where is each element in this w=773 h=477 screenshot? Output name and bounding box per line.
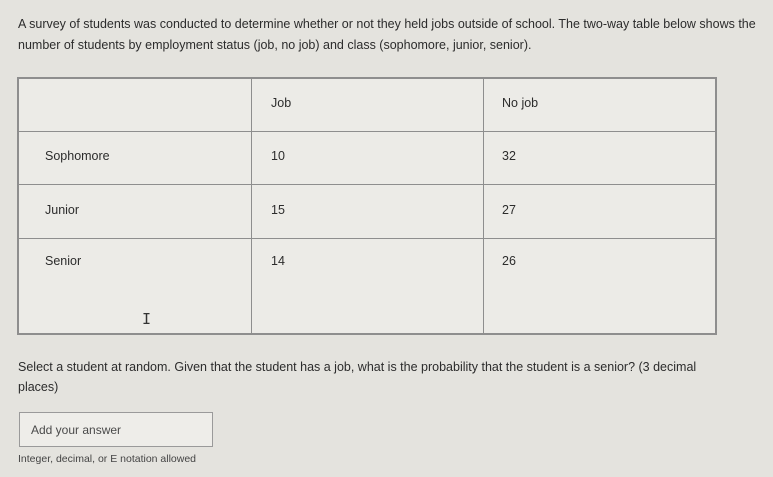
question-prompt: Select a student at random. Given that the student has a job, what is the probability that the student is a senior? (3 decimal places) [18, 360, 697, 394]
row-label-senior: Senior [19, 238, 252, 333]
table-row [19, 238, 715, 333]
cell-sophomore-no-job: 32 [484, 131, 716, 185]
answer-input[interactable] [19, 412, 213, 447]
survey-table [19, 79, 715, 333]
table-header-row [19, 79, 715, 131]
cell-junior-no-job: 27 [484, 185, 716, 239]
answer-format-hint: Integer, decimal, or E notation allowed [18, 453, 197, 465]
two-way-table [17, 77, 717, 335]
row-label-junior: Junior [19, 185, 252, 239]
cell-senior-job: 14 [252, 238, 484, 333]
cell-senior-no-job: 26 [484, 238, 716, 333]
cell-junior-job: 15 [252, 185, 484, 239]
table-header-corner [19, 79, 252, 131]
table-row [19, 185, 715, 239]
text-cursor-icon: I [142, 310, 152, 328]
table-header-job: Job [252, 79, 484, 131]
table-header-no-job: No job [484, 79, 716, 131]
table-row [19, 131, 715, 185]
row-label-sophomore: Sophomore [19, 131, 252, 185]
question-intro: A survey of students was conducted to determine whether or not they held jobs outside of school. The two-way table below shows the number of students by employment status (job, no job) and class (sophomore, junior, senior). [18, 17, 756, 52]
cell-sophomore-job: 10 [252, 131, 484, 185]
